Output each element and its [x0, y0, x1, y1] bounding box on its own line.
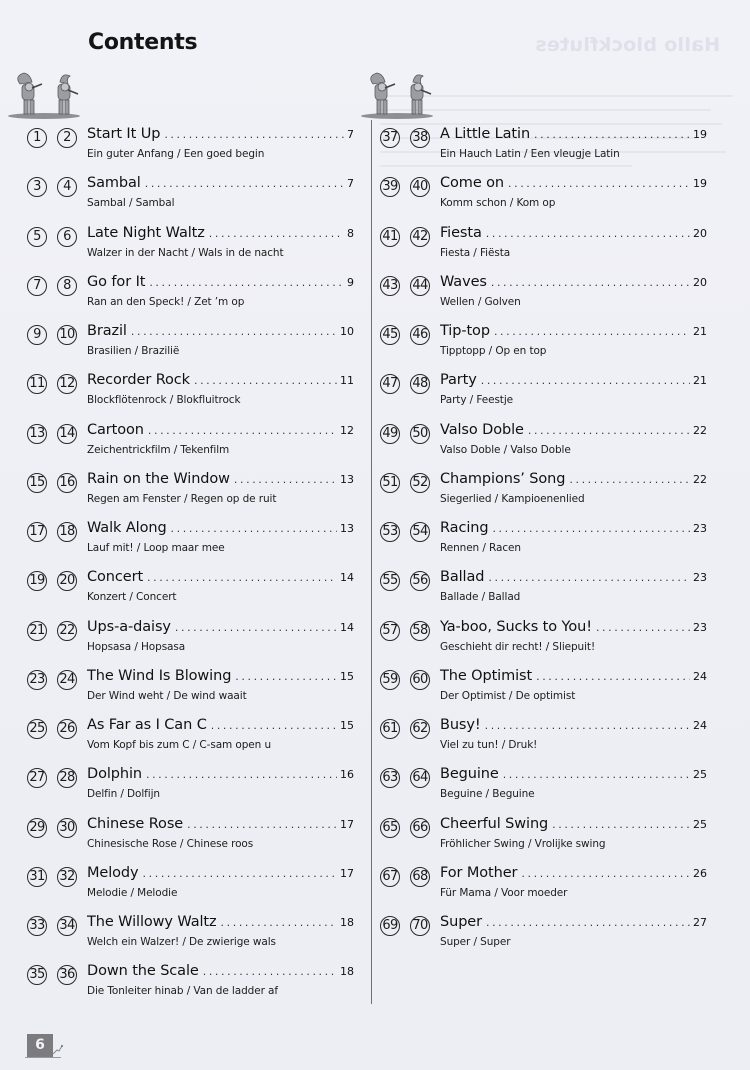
page-reference: 13	[340, 522, 354, 535]
dot-leader	[194, 374, 337, 388]
song-translation: Valso Doble / Valso Doble	[440, 443, 571, 456]
track-number-badge: 29	[27, 818, 47, 838]
page-reference: 21	[693, 325, 707, 338]
song-title: Racing	[440, 520, 489, 536]
dot-leader	[209, 227, 344, 241]
track-number-badge: 22	[57, 621, 77, 641]
song-translation: Fiesta / Fiësta	[440, 246, 511, 259]
track-number-badge: 54	[410, 522, 430, 542]
song-translation: Blockflötenrock / Blokfluitrock	[87, 394, 241, 407]
track-number-badge: 35	[27, 965, 47, 985]
track-number-badge: 34	[57, 916, 77, 936]
page-reference: 13	[340, 472, 354, 486]
page-reference: 25	[693, 768, 707, 782]
dot-leader	[143, 867, 337, 881]
song-translation: Tipptopp / Op en top	[440, 345, 547, 357]
track-number-badge: 21	[27, 621, 47, 641]
song-translation: Regen am Fenster / Regen op de ruit	[87, 492, 277, 505]
contents-entry[interactable]	[25, 667, 365, 719]
track-number-badge: 47	[380, 374, 400, 394]
dot-leader	[187, 818, 337, 832]
dot-leader	[481, 374, 690, 388]
page-reference: 17	[340, 866, 354, 880]
contents-entry[interactable]	[25, 374, 365, 423]
song-translation: Ein guter Anfang / Een goed begin	[87, 148, 265, 160]
track-number-badge: 24	[57, 670, 77, 690]
track-number-badge: 25	[27, 719, 47, 739]
track-number-badge: 18	[57, 522, 77, 542]
track-number-badge: 43	[380, 276, 400, 296]
track-number-badge: 3	[27, 177, 47, 197]
song-title: Chinese Rose	[87, 815, 184, 832]
dot-leader	[485, 719, 690, 733]
contents-entry[interactable]	[25, 224, 365, 276]
song-translation: Für Mama / Voor moeder	[440, 886, 568, 899]
track-number-badge: 63	[380, 768, 400, 788]
contents-entry[interactable]	[25, 177, 365, 226]
song-title: As Far as I Can C	[87, 717, 207, 733]
contents-entry[interactable]	[378, 470, 718, 522]
track-number-badge: 32	[57, 867, 77, 887]
track-number-badge: 53	[380, 522, 400, 542]
contents-entry[interactable]	[378, 667, 718, 719]
song-translation: Walzer in der Nacht / Wals in de nacht	[87, 246, 284, 259]
dot-leader	[145, 177, 344, 191]
song-translation: Geschieht dir recht! / Sliepuit!	[440, 640, 596, 653]
song-translation: Siegerlied / Kampioenenlied	[440, 492, 585, 505]
dot-leader	[569, 473, 690, 487]
contents-entry[interactable]	[25, 815, 365, 867]
page-reference: 14	[340, 620, 354, 634]
track-number-badge: 46	[410, 325, 430, 345]
track-number-badge: 11	[27, 374, 47, 394]
song-translation: Ein Hauch Latin / Een vleugje Latin	[440, 148, 620, 160]
page-reference: 24	[693, 669, 707, 683]
page-reference: 21	[693, 374, 707, 388]
contents-entry[interactable]	[25, 916, 365, 965]
song-translation: Hopsasa / Hopsasa	[87, 640, 186, 653]
dot-leader	[521, 867, 690, 881]
track-number-badge: 7	[27, 276, 47, 296]
track-number-badge: 27	[27, 768, 47, 788]
dot-leader	[149, 276, 344, 290]
page-reference: 14	[340, 571, 354, 585]
dot-leader	[175, 621, 337, 635]
page-reference: 16	[340, 768, 354, 782]
contents-entry[interactable]	[25, 719, 365, 768]
song-translation: Party / Feestje	[440, 394, 514, 407]
track-number-badge: 70	[410, 916, 430, 936]
dot-leader	[147, 571, 337, 585]
bleed-through-ghost-text: Hallo blockflutes	[535, 34, 721, 56]
song-title: Concert	[87, 569, 144, 586]
song-translation: Ballade / Ballad	[440, 591, 521, 604]
contents-entry[interactable]	[25, 965, 365, 1014]
page-number-baseline	[25, 1057, 61, 1058]
track-number-badge: 23	[27, 670, 47, 690]
track-number-badge: 49	[380, 424, 400, 444]
page-reference: 25	[693, 817, 707, 831]
track-number-badge: 33	[27, 916, 47, 936]
dot-leader	[486, 227, 690, 241]
song-title: Melody	[87, 864, 139, 881]
dot-leader	[164, 128, 344, 142]
song-title: Champions’ Song	[440, 470, 566, 487]
contents-entry[interactable]	[25, 618, 365, 670]
song-translation: Der Optimist / De optimist	[440, 689, 576, 702]
song-title: Beguine	[440, 766, 499, 783]
contents-entry[interactable]	[378, 768, 718, 817]
song-translation: Wellen / Golven	[440, 295, 521, 308]
track-number-badge: 55	[380, 571, 400, 591]
page-reference: 7	[347, 128, 354, 141]
track-number-badge: 51	[380, 473, 400, 493]
song-title: Waves	[440, 273, 487, 290]
track-number-badge: 50	[410, 424, 430, 444]
contents-entry[interactable]	[378, 571, 718, 620]
page-reference: 15	[340, 669, 354, 683]
song-translation: Brasilien / Brazilië	[87, 345, 180, 357]
dot-leader	[491, 276, 690, 290]
track-number-badge: 59	[380, 670, 400, 690]
contents-entry[interactable]	[378, 618, 718, 670]
song-title: Dolphin	[87, 766, 142, 783]
track-number-badge: 65	[380, 818, 400, 838]
page-reference: 9	[347, 275, 354, 289]
dot-leader	[596, 621, 690, 635]
track-number-badge: 48	[410, 374, 430, 394]
dot-leader	[534, 128, 690, 142]
gnome-recorder-players-icon	[4, 70, 84, 120]
song-title: Busy!	[440, 717, 481, 733]
song-title: Go for It	[87, 273, 146, 290]
track-number-badge: 42	[410, 227, 430, 247]
page-reference: 7	[347, 177, 354, 191]
track-number-badge: 40	[410, 177, 430, 197]
contents-entry[interactable]	[378, 864, 718, 916]
track-number-badge: 56	[410, 571, 430, 591]
page-reference: 17	[340, 817, 354, 831]
song-translation: Rennen / Racen	[440, 542, 521, 554]
contents-entry[interactable]	[378, 815, 718, 867]
track-number-badge: 20	[57, 571, 77, 591]
track-number-badge: 64	[410, 768, 430, 788]
contents-entry[interactable]	[378, 224, 718, 276]
track-number-badge: 68	[410, 867, 430, 887]
track-number-badge: 28	[57, 768, 77, 788]
dot-leader	[221, 916, 337, 930]
song-translation: Der Wind weht / De wind waait	[87, 689, 247, 702]
contents-entry[interactable]	[25, 325, 365, 374]
song-translation: Sambal / Sambal	[87, 197, 175, 210]
song-title: Fiesta	[440, 224, 482, 241]
track-number-badge: 1	[27, 128, 47, 148]
column-divider	[371, 120, 372, 1004]
contents-entry[interactable]	[378, 421, 718, 473]
page-reference: 18	[340, 916, 354, 929]
page-title: Contents	[88, 30, 198, 55]
track-number-badge: 17	[27, 522, 47, 542]
song-title: The Wind Is Blowing	[87, 667, 232, 684]
small-note-doodle-icon	[53, 1040, 63, 1056]
song-translation: Vom Kopf bis zum C / C-sam open u	[87, 739, 271, 751]
track-number-badge: 9	[27, 325, 47, 345]
page-reference: 19	[693, 177, 707, 191]
page-reference: 18	[340, 965, 354, 979]
song-translation: Chinesische Rose / Chinese roos	[87, 837, 254, 850]
song-title: Cheerful Swing	[440, 815, 549, 832]
page-reference: 24	[693, 719, 707, 732]
song-title: The Optimist	[440, 667, 533, 684]
song-title: Party	[440, 372, 477, 389]
song-title: Ya-boo, Sucks to You!	[440, 618, 592, 635]
dot-leader	[146, 768, 337, 782]
page-reference: 12	[340, 423, 354, 437]
track-number-badge: 10	[57, 325, 77, 345]
contents-entry[interactable]	[378, 719, 718, 768]
track-number-badge: 12	[57, 374, 77, 394]
song-translation: Fröhlicher Swing / Vrolijke swing	[440, 837, 606, 850]
contents-entry[interactable]	[25, 864, 365, 916]
contents-entry[interactable]	[378, 177, 718, 226]
song-title: Walk Along	[87, 520, 167, 536]
page-reference: 20	[693, 275, 707, 289]
song-title: Ballad	[440, 569, 485, 586]
track-number-badge: 39	[380, 177, 400, 197]
gnome-recorder-players-icon	[357, 70, 437, 120]
track-number-badge: 67	[380, 867, 400, 887]
track-number-badge: 14	[57, 424, 77, 444]
song-translation: Melodie / Melodie	[87, 886, 178, 899]
song-title: Ups-a-daisy	[87, 618, 171, 635]
dot-leader	[235, 670, 337, 684]
song-title: Down the Scale	[87, 963, 199, 980]
contents-entry[interactable]	[378, 374, 718, 423]
song-translation: Welch ein Walzer! / De zwierige wals	[87, 936, 276, 948]
dot-leader	[492, 522, 690, 536]
track-number-badge: 60	[410, 670, 430, 690]
song-translation: Konzert / Concert	[87, 591, 177, 604]
dot-leader	[203, 965, 337, 979]
track-number-badge: 57	[380, 621, 400, 641]
page-reference: 19	[693, 128, 707, 141]
dot-leader	[536, 670, 690, 684]
song-title: Late Night Waltz	[87, 224, 205, 241]
contents-entry[interactable]	[25, 273, 365, 325]
dot-leader	[211, 719, 337, 733]
track-number-badge: 38	[410, 128, 430, 148]
track-number-badge: 5	[27, 227, 47, 247]
dot-leader	[486, 916, 690, 930]
contents-entry[interactable]	[25, 470, 365, 522]
track-number-badge: 31	[27, 867, 47, 887]
track-number-badge: 2	[57, 128, 77, 148]
track-number-badge: 36	[57, 965, 77, 985]
track-number-badge: 30	[57, 818, 77, 838]
contents-entry[interactable]	[25, 421, 365, 473]
contents-column-left	[25, 128, 365, 1015]
dot-leader	[494, 325, 690, 339]
dot-leader	[552, 818, 690, 832]
song-title: The Willowy Waltz	[87, 914, 217, 930]
song-translation: Ran an den Speck! / Zet ’m op	[87, 295, 245, 308]
song-title: Start It Up	[87, 126, 161, 142]
song-title: Rain on the Window	[87, 470, 230, 487]
track-number-badge: 13	[27, 424, 47, 444]
track-number-badge: 45	[380, 325, 400, 345]
track-number-badge: 58	[410, 621, 430, 641]
track-number-badge: 41	[380, 227, 400, 247]
dot-leader	[234, 473, 337, 487]
page-reference: 8	[347, 226, 354, 240]
track-number-badge: 26	[57, 719, 77, 739]
song-translation: Lauf mit! / Loop maar mee	[87, 542, 225, 554]
song-title: Tip-top	[440, 323, 490, 339]
track-number-badge: 69	[380, 916, 400, 936]
song-translation: Viel zu tun! / Druk!	[440, 739, 538, 751]
track-number-badge: 62	[410, 719, 430, 739]
contents-column-right	[378, 128, 718, 965]
contents-entry[interactable]	[378, 273, 718, 325]
song-translation: Beguine / Beguine	[440, 788, 535, 801]
song-translation: Komm schon / Kom op	[440, 197, 556, 210]
song-translation: Zeichentrickfilm / Tekenfilm	[87, 443, 230, 456]
track-number-badge: 4	[57, 177, 77, 197]
page-number-badge: 6	[27, 1034, 53, 1057]
track-number-badge: 15	[27, 473, 47, 493]
contents-entry[interactable]	[25, 571, 365, 620]
song-title: Cartoon	[87, 421, 144, 438]
dot-leader	[503, 768, 690, 782]
song-title: Come on	[440, 175, 505, 192]
track-number-badge: 6	[57, 227, 77, 247]
song-title: Valso Doble	[440, 421, 524, 438]
page-reference: 20	[693, 226, 707, 240]
track-number-badge: 44	[410, 276, 430, 296]
contents-entry[interactable]	[25, 128, 365, 177]
page-reference: 27	[693, 916, 707, 929]
song-title: A Little Latin	[440, 126, 531, 142]
song-title: Super	[440, 914, 482, 930]
page-reference: 22	[693, 423, 707, 437]
track-number-badge: 52	[410, 473, 430, 493]
page-reference: 23	[693, 522, 707, 535]
page-reference: 23	[693, 620, 707, 634]
song-translation: Die Tonleiter hinab / Van de ladder af	[87, 985, 278, 998]
page-reference: 23	[693, 571, 707, 585]
track-number-badge: 16	[57, 473, 77, 493]
contents-entry[interactable]	[378, 522, 718, 571]
song-translation: Delfin / Dolfijn	[87, 788, 160, 801]
dot-leader	[528, 424, 690, 438]
track-number-badge: 8	[57, 276, 77, 296]
track-number-badge: 61	[380, 719, 400, 739]
song-title: For Mother	[440, 864, 518, 881]
song-title: Recorder Rock	[87, 372, 190, 389]
dot-leader	[148, 424, 337, 438]
track-number-badge: 37	[380, 128, 400, 148]
dot-leader	[488, 571, 690, 585]
contents-entry[interactable]	[378, 128, 718, 177]
song-translation: Super / Super	[440, 936, 511, 948]
page-reference: 10	[340, 325, 354, 338]
contents-entry[interactable]	[378, 325, 718, 374]
contents-entry[interactable]	[378, 916, 718, 965]
page-reference: 26	[693, 866, 707, 880]
dot-leader	[131, 325, 337, 339]
track-number-badge: 66	[410, 818, 430, 838]
page-reference: 15	[340, 719, 354, 732]
page-reference: 11	[340, 374, 354, 388]
track-number-badge: 19	[27, 571, 47, 591]
song-title: Brazil	[87, 323, 127, 339]
contents-entry[interactable]	[25, 768, 365, 817]
song-title: Sambal	[87, 175, 141, 192]
contents-entry[interactable]	[25, 522, 365, 571]
dot-leader	[508, 177, 690, 191]
dot-leader	[171, 522, 337, 536]
page-reference: 22	[693, 472, 707, 486]
